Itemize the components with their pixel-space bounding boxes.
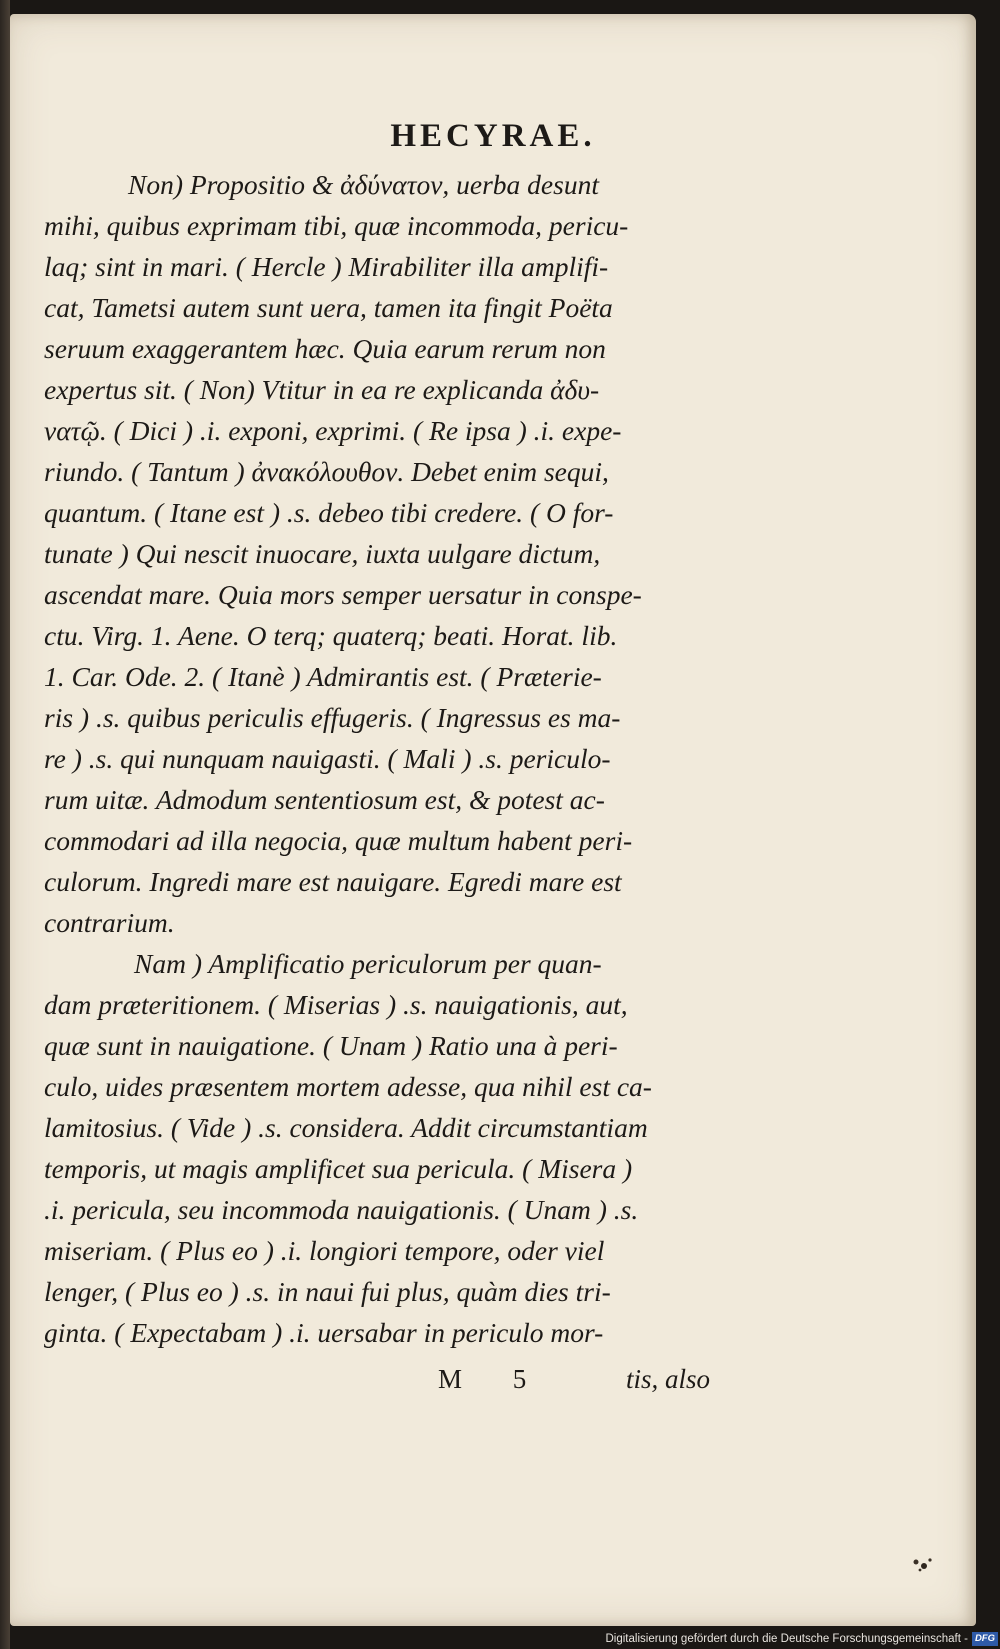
dfg-logo: DFG <box>972 1632 998 1646</box>
catchword: tis, also <box>626 1364 711 1394</box>
book-edge <box>0 0 10 1649</box>
text-line: lenger, ( Plus eo ) .s. in naui fui plus, quàm dies tri- <box>44 1276 611 1307</box>
text-line: expertus sit. ( Non) Vtitur in ea re explicanda ἀδυ- <box>44 374 600 405</box>
text-line: seruum exaggerantem hæc. Quia earum rerum non <box>44 333 606 364</box>
text-line: rum uitæ. Admodum sententiosum est, & potest ac- <box>44 784 605 815</box>
text-line: contrarium. <box>44 907 175 938</box>
text-line: νατῷ. ( Dici ) .i. exponi, exprimi. ( Re ipsa ) .i. expe- <box>44 415 622 446</box>
text-line: .i. pericula, seu incommoda nauigationis. ( Unam ) .s. <box>44 1194 639 1225</box>
text-line: commodari ad illa negocia, quæ multum habent peri- <box>44 825 633 856</box>
text-line: culorum. Ingredi mare est nauigare. Egredi mare est <box>44 866 622 897</box>
text-line: re ) .s. qui nunquam nauigasti. ( Mali ) .s. periculo- <box>44 743 611 774</box>
text-line: riundo. ( Tantum ) ἀνακόλουθον. Debet enim sequi, <box>44 456 609 487</box>
page-foot <box>10 1364 976 1404</box>
text-line: Non) Propositio & ἀδύνατον, uerba desunt <box>128 169 599 200</box>
text-line: 1. Car. Ode. 2. ( Itanè ) Admirantis est. ( Præterie- <box>44 661 602 692</box>
text-line: laq; sint in mari. ( Hercle ) Mirabiliter illa amplifi- <box>44 251 609 282</box>
text-line: Nam ) Amplificatio periculorum per quan- <box>134 948 602 979</box>
text-line: ascendat mare. Quia mors semper uersatur in conspe- <box>44 579 642 610</box>
signature-mark: M 5 <box>438 1364 549 1394</box>
ink-speck-icon <box>910 1554 936 1574</box>
text-line: quæ sunt in nauigatione. ( Unam ) Ratio una à peri- <box>44 1030 618 1061</box>
text-line: culo, uides præsentem mortem adesse, qua nihil est ca- <box>44 1071 652 1102</box>
commentary-text <box>44 164 744 1353</box>
footer-credit: Digitalisierung gefördert durch die Deutsche Forschungsgemeinschaft - <box>605 1633 968 1645</box>
digitization-footer <box>606 1631 999 1647</box>
text-line: mihi, quibus exprimam tibi, quæ incommoda, pericu- <box>44 210 629 241</box>
text-line: miseriam. ( Plus eo ) .i. longiori tempore, oder viel <box>44 1235 605 1266</box>
text-line: temporis, ut magis amplificet sua pericula. ( Misera ) <box>44 1153 633 1184</box>
text-line: quantum. ( Itane est ) .s. debeo tibi credere. ( O for- <box>44 497 614 528</box>
book-page <box>10 14 976 1626</box>
running-head: HECYRAE. <box>390 118 596 154</box>
text-line: ris ) .s. quibus periculis effugeris. ( Ingressus es ma- <box>44 702 621 733</box>
text-line: tunate ) Qui nescit inuocare, iuxta uulgare dictum, <box>44 538 601 569</box>
text-line: ctu. Virg. 1. Aene. O terq; quaterq; beati. Horat. lib. <box>44 620 618 651</box>
text-line: ginta. ( Expectabam ) .i. uersabar in periculo mor- <box>44 1317 604 1348</box>
text-line: cat, Tametsi autem sunt uera, tamen ita fingit Poëta <box>44 292 613 323</box>
text-line: lamitosius. ( Vide ) .s. considera. Addit circumstantiam <box>44 1112 648 1143</box>
text-line: dam præteritionem. ( Miserias ) .s. nauigationis, aut, <box>44 989 628 1020</box>
